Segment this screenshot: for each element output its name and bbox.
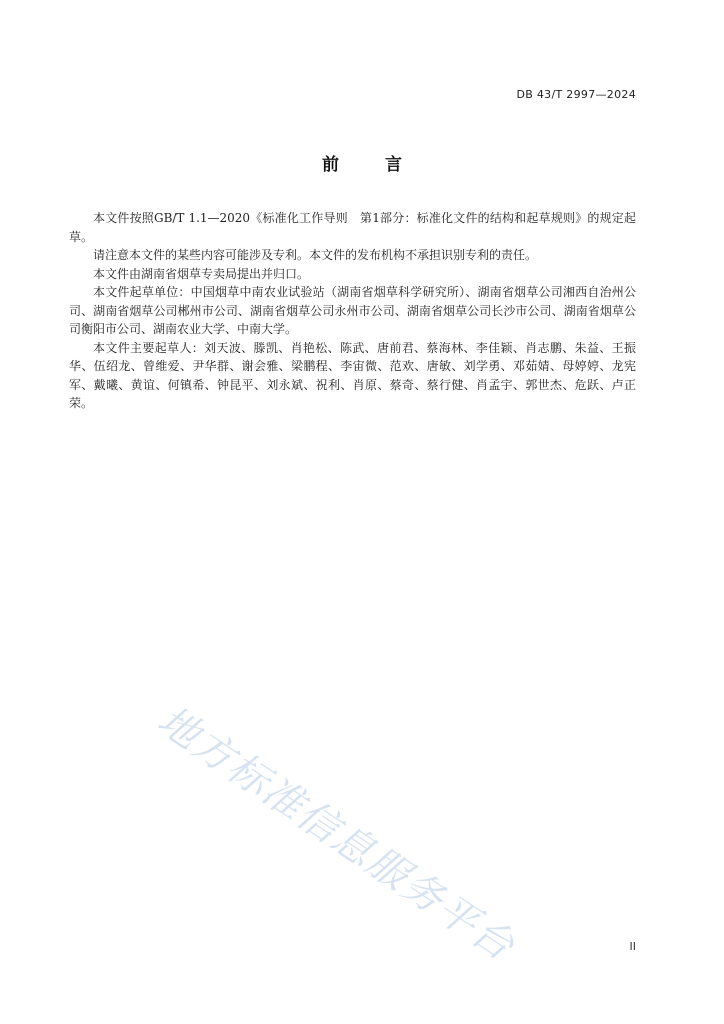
paragraph-proposer: 本文件由湖南省烟草专卖局提出并归口。 bbox=[93, 266, 310, 281]
foreword-body bbox=[69, 209, 636, 413]
title-char-1: 前 bbox=[322, 155, 339, 175]
paragraph-drafters: 本文件主要起草人：刘天波、滕凯、肖艳松、陈武、唐前君、蔡海林、李佳颖、肖志鹏、朱益、王振华、伍绍龙、曾维爱、尹华群、谢会雅、梁鹏程、李宙微、范欢、唐敏、刘学勇、邓茹婧、母婷婷、龙宪军、戴曦、黄谊、何镇希、钟昆平、刘永斌、祝利、肖原、蔡奇、蔡行健、肖孟宇、郭世杰、危跃、卢正荣。 bbox=[69, 340, 636, 410]
page-title bbox=[0, 150, 724, 175]
document-code: DB 43/T 2997—2024 bbox=[516, 88, 636, 101]
page-number: II bbox=[629, 940, 636, 953]
title-char-2: 言 bbox=[385, 155, 402, 175]
paragraph-drafting-basis: 本文件按照GB/T 1.1—2020《标准化工作导则 第1部分：标准化文件的结构和起草规则》的规定起草。 bbox=[69, 211, 636, 244]
watermark: 地方标准信息服务平台 bbox=[149, 697, 524, 971]
paragraph-drafting-units: 本文件起草单位：中国烟草中南农业试验站（湖南省烟草科学研究所）、湖南省烟草公司湘西自治州公司、湖南省烟草公司郴州市公司、湖南省烟草公司永州市公司、湖南省烟草公司长沙市公司、湖南省烟草公司衡阳市公司、湖南农业大学、中南大学。 bbox=[69, 285, 636, 336]
paragraph-patent-notice: 请注意本文件的某些内容可能涉及专利。本文件的发布机构不承担识别专利的责任。 bbox=[93, 248, 538, 262]
